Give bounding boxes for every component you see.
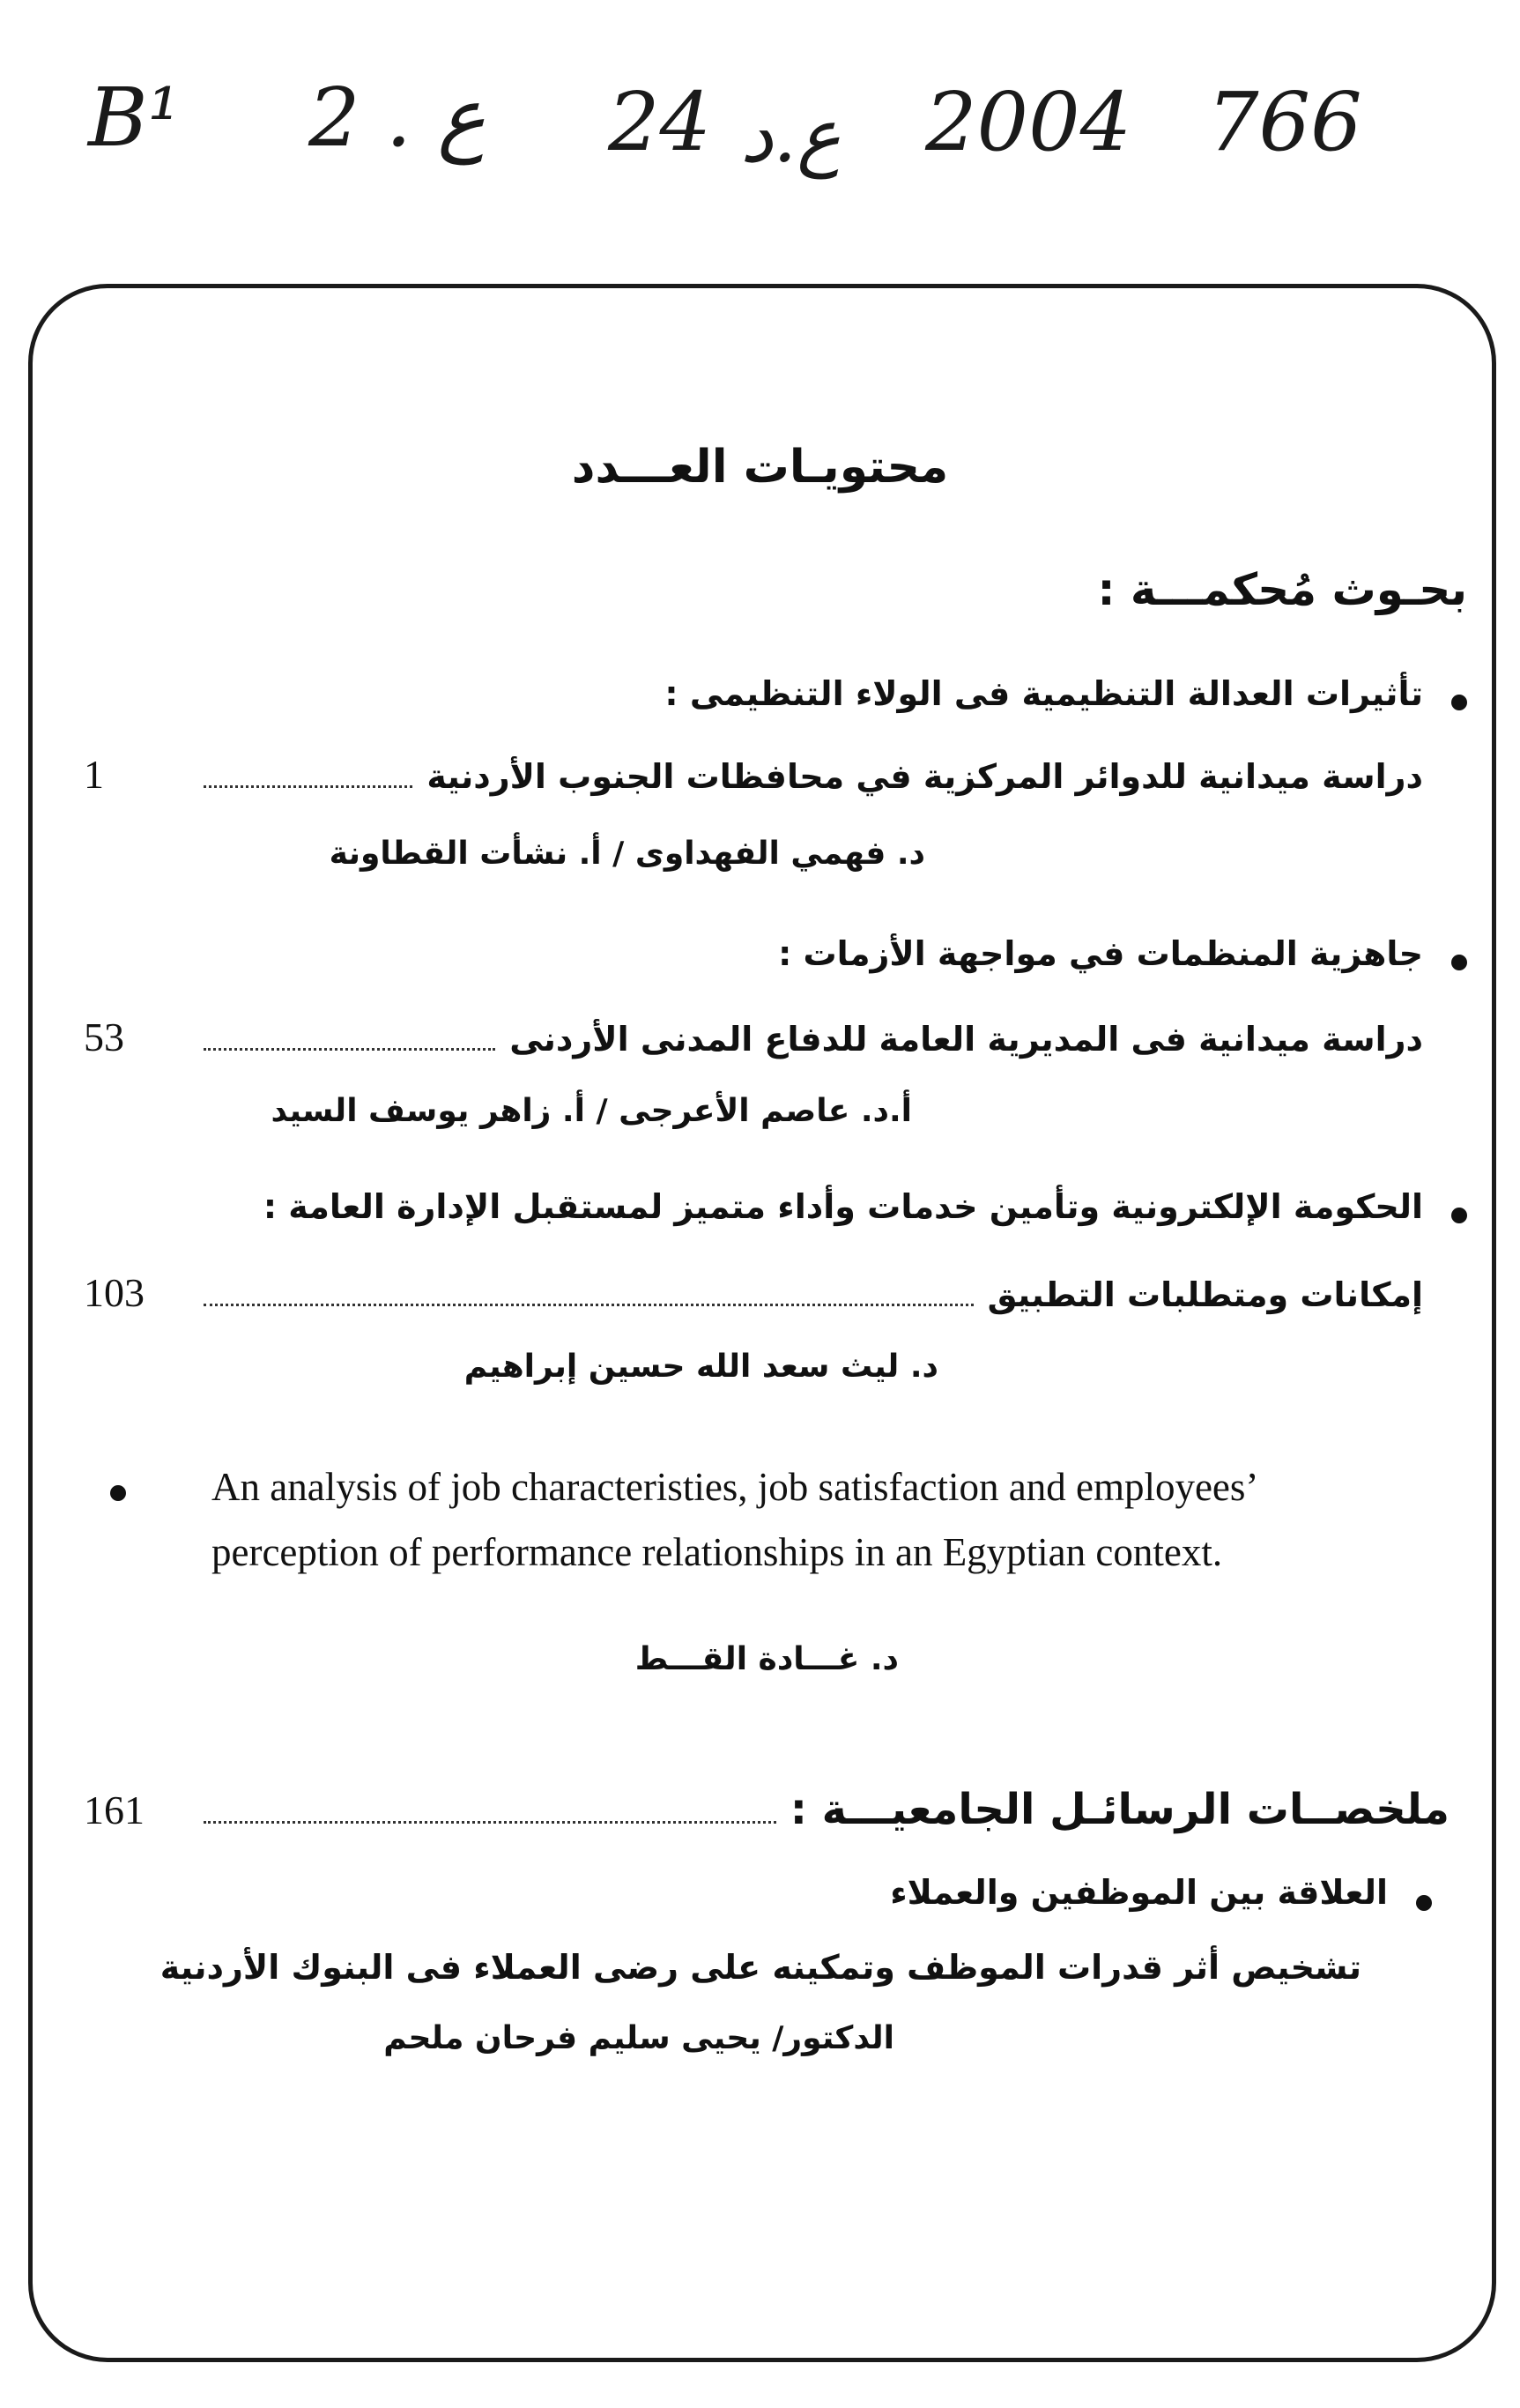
toc-entry[interactable] (84, 1014, 1423, 1067)
article-subtitle: إمكانات ومتطلبات التطبيق (987, 1275, 1423, 1314)
english-article-author: د. غـــادة القـــط (634, 1641, 899, 1677)
dot-leader (204, 1277, 974, 1306)
article-authors: أ.د. عاصم الأعرجى / أ. زاهر يوسف السيد (271, 1093, 912, 1129)
article-subtitle: دراسة ميدانية فى المديرية العامة للدفاع المدنى الأردنى (509, 1020, 1423, 1059)
handwritten-note (79, 53, 1362, 194)
refereed-section-heading: بحـوث مُحكمـــة : (1097, 564, 1467, 615)
dot-leader (204, 1022, 495, 1051)
english-article-title (211, 1454, 1427, 1585)
bullet-icon (110, 1485, 126, 1501)
article-authors: د. ليث سعد الله حسين إبراهيم (463, 1349, 938, 1385)
handwritten-part: 24 (608, 75, 712, 169)
english-title-line: An analysis of job characteristies, job satisfaction and employees’ (211, 1465, 1259, 1509)
page-number: 161 (84, 1787, 145, 1832)
english-title-line: perception of performance relationships in an Egyptian context. (211, 1530, 1223, 1574)
page-number: 103 (84, 1270, 145, 1315)
dot-leader (204, 1795, 776, 1824)
article-authors: د. فهمي الفهداوى / أ. نشأت القطاونة (329, 836, 925, 872)
article-title: الحكومة الإلكترونية وتأمين خدمات وأداء متميز لمستقبل الإدارة العامة : (263, 1187, 1423, 1226)
dot-leader (204, 759, 412, 788)
page-number: 1 (84, 752, 104, 797)
bullet-icon (1451, 695, 1467, 710)
page-title: محتويـات العـــدد (571, 441, 949, 494)
handwritten-part: ع.د (740, 93, 842, 179)
page-number: 53 (84, 1014, 124, 1059)
bullet-icon (1416, 1895, 1432, 1911)
article-title: جاهزية المنظمات في مواجهة الأزمات : (778, 934, 1423, 973)
article-title: تأثيرات العدالة التنظيمية فى الولاء التنظيمى : (664, 674, 1423, 713)
theses-section-heading: ملخصــات الرسائـل الجامعيـــة : (790, 1785, 1450, 1834)
handwritten-part: B¹ (88, 71, 181, 165)
handwritten-part: 766 (1207, 75, 1362, 169)
toc-entry[interactable] (84, 1785, 1450, 1838)
handwritten-part: 2 . ع (308, 71, 486, 165)
thesis-title: العلاقة بين الموظفين والعملاء (890, 1873, 1388, 1912)
thesis-author: الدكتور/ يحيى سليم فرحان ملحم (383, 2020, 894, 2056)
bullet-icon (1451, 1208, 1467, 1223)
handwritten-part: 2004 (925, 75, 1132, 169)
thesis-subtitle: تشخيص أثر قدرات الموظف وتمكينه على رضى العملاء فى البنوك الأردنية (159, 1948, 1361, 1987)
toc-entry[interactable] (84, 751, 1423, 804)
bullet-icon (1451, 955, 1467, 970)
toc-entry[interactable] (84, 1269, 1423, 1322)
article-subtitle: دراسة ميدانية للدوائر المركزية في محافظات الجنوب الأردنية (426, 757, 1423, 796)
